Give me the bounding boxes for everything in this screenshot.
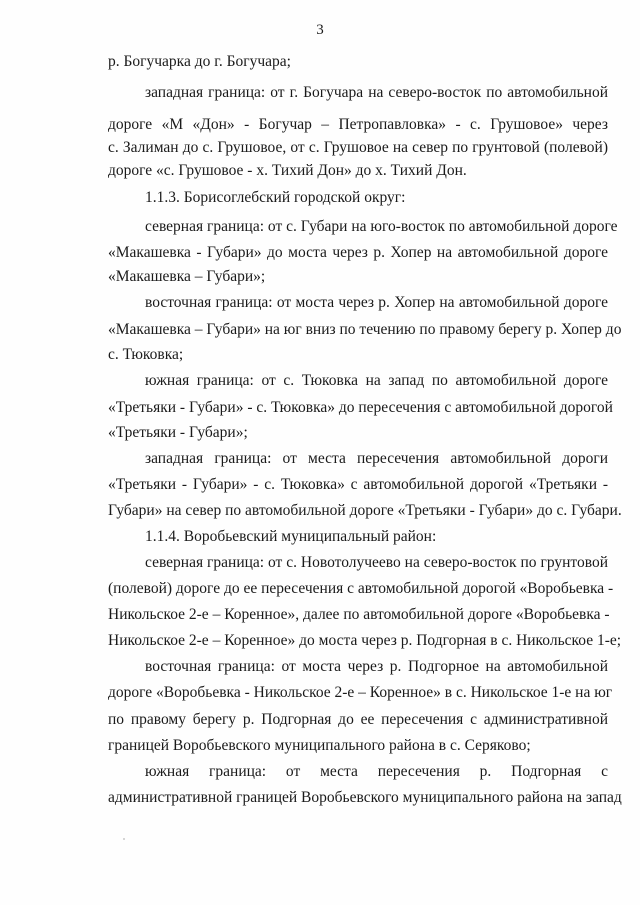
text-line: «Макашевка – Губари» на юг вниз по течению по правому берегу р. Хопер до bbox=[108, 321, 622, 338]
text-line: границей Воробьевского муниципального района в с. Серяково; bbox=[108, 737, 531, 754]
section-heading: 1.1.3. Борисоглебский городской округ: bbox=[145, 189, 406, 206]
text-line: восточная граница: от моста через р. Хопер на автомобильной дороге bbox=[145, 294, 608, 311]
text-line: Губари» на север по автомобильной дороге «Третьяки - Губари» до с. Губари. bbox=[108, 502, 622, 519]
text-line: с. Залиман до с. Грушовое, от с. Грушовое на север по грунтовой (полевой) bbox=[108, 139, 608, 156]
text-line: «Макашевка – Губари»; bbox=[108, 268, 266, 285]
text-line: «Третьяки - Губари» - с. Тюковка» с автомобильной дорогой «Третьяки - bbox=[108, 476, 608, 493]
text-line: северная граница: от с. Новотолучеево на северо-восток по грунтовой bbox=[145, 554, 608, 571]
text-line: с. Тюковка; bbox=[108, 346, 184, 363]
text-line: Никольское 2-е – Коренное», далее по автомобильной дороге «Воробьевка - bbox=[108, 606, 610, 623]
scan-speck bbox=[123, 838, 125, 840]
text-line: восточная граница: от моста через р. Подгорное на автомобильной bbox=[145, 658, 608, 675]
text-line: западная граница: от г. Богучара на северо-восток по автомобильной bbox=[145, 84, 608, 101]
text-line: «Макашевка - Губари» до моста через р. Хопер на автомобильной дороге bbox=[108, 244, 608, 261]
text-line: южная граница: от с. Тюковка на запад по автомобильной дороге bbox=[145, 372, 608, 389]
text-line: р. Богучарка до г. Богучара; bbox=[108, 53, 291, 70]
text-line: дороге «М «Дон» - Богучар – Петропавловка» - с. Грушовое» через bbox=[108, 116, 608, 133]
text-line: дороге «с. Грушовое - х. Тихий Дон» до х. Тихий Дон. bbox=[108, 162, 467, 179]
text-line: южная граница: от места пересечения р. Подгорная с bbox=[145, 763, 608, 780]
text-line: западная граница: от места пересечения автомобильной дороги bbox=[145, 450, 608, 467]
text-line: по правому берегу р. Подгорная до ее пересечения с административной bbox=[108, 711, 608, 728]
text-line: северная граница: от с. Губари на юго-восток по автомобильной дороге bbox=[145, 218, 618, 235]
page-number: 3 bbox=[316, 22, 324, 38]
text-line: «Третьяки - Губари»; bbox=[108, 424, 248, 441]
text-line: «Третьяки - Губари» - с. Тюковка» до пересечения с автомобильной дорогой bbox=[108, 399, 613, 416]
section-heading: 1.1.4. Воробьевский муниципальный район: bbox=[145, 528, 437, 545]
text-line: административной границей Воробьевского муниципального района на запад bbox=[108, 789, 622, 806]
text-line: Никольское 2-е – Коренное» до моста через р. Подгорная в с. Никольское 1-е; bbox=[108, 632, 622, 649]
text-line: дороге «Воробьевка - Никольское 2-е – Коренное» в с. Никольское 1-е на юг bbox=[108, 684, 613, 701]
text-line: (полевой) дороге до ее пересечения с автомобильной дорогой «Воробьевка - bbox=[108, 580, 614, 597]
